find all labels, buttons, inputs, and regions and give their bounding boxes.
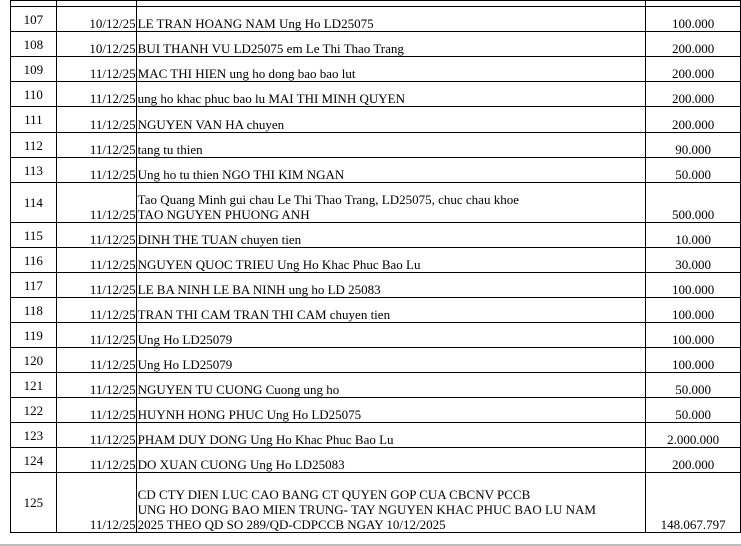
- row-date: 10/12/25: [56, 32, 136, 57]
- row-number: 116: [11, 248, 57, 273]
- row-number: 120: [11, 348, 57, 373]
- row-amount: 10.000: [646, 223, 741, 248]
- row-date: 11/12/25: [56, 298, 136, 323]
- row-date: 10/12/25: [56, 7, 136, 32]
- row-number: 122: [11, 398, 57, 423]
- table-row: [11, 57, 741, 82]
- row-date: 11/12/25: [56, 158, 136, 183]
- row-amount: 500.000: [646, 183, 741, 223]
- row-content: NGUYEN QUOC TRIEU Ung Ho Khac Phuc Bao Lu: [136, 248, 645, 273]
- row-amount: 100.000: [646, 7, 741, 32]
- row-amount: 90.000: [646, 133, 741, 158]
- row-content: DO XUAN CUONG Ung Ho LD25083: [136, 448, 645, 473]
- row-number: 109: [11, 57, 57, 82]
- row-content: Ung ho tu thien NGO THI KIM NGAN: [136, 158, 645, 183]
- row-content: TRAN THI CAM TRAN THI CAM chuyen tien: [136, 298, 645, 323]
- row-number: 115: [11, 223, 57, 248]
- row-number: 121: [11, 373, 57, 398]
- table-row: [11, 373, 741, 398]
- row-date: 11/12/25: [56, 183, 136, 223]
- table-row: [11, 473, 741, 533]
- row-content: NGUYEN VAN HA chuyen: [136, 107, 645, 133]
- row-content: tang tu thien: [136, 133, 645, 158]
- table-row: [11, 398, 741, 423]
- table-row: [11, 133, 741, 158]
- row-amount: 50.000: [646, 158, 741, 183]
- row-amount: 50.000: [646, 398, 741, 423]
- table-row: [11, 107, 741, 133]
- row-content: LE TRAN HOANG NAM Ung Ho LD25075: [136, 7, 645, 32]
- row-content: HUYNH HONG PHUC Ung Ho LD25075: [136, 398, 645, 423]
- row-number: 124: [11, 448, 57, 473]
- row-amount: 200.000: [646, 82, 741, 107]
- table-row: [11, 223, 741, 248]
- row-content: BUI THANH VU LD25075 em Le Thi Thao Trang: [136, 32, 645, 57]
- row-amount: 200.000: [646, 32, 741, 57]
- row-date: 11/12/25: [56, 107, 136, 133]
- row-date: 11/12/25: [56, 223, 136, 248]
- row-number: 107: [11, 7, 57, 32]
- row-amount: 100.000: [646, 273, 741, 298]
- row-content: ung ho khac phuc bao lu MAI THI MINH QUYEN: [136, 82, 645, 107]
- row-content: DINH THE TUAN chuyen tien: [136, 223, 645, 248]
- row-date: 11/12/25: [56, 423, 136, 448]
- donation-table: [10, 0, 741, 533]
- table-row: [11, 32, 741, 57]
- row-amount: 200.000: [646, 448, 741, 473]
- row-number: 123: [11, 423, 57, 448]
- row-content: NGUYEN TU CUONG Cuong ung ho: [136, 373, 645, 398]
- row-number: 125: [11, 473, 57, 533]
- table-row: [11, 323, 741, 348]
- row-amount: 200.000: [646, 57, 741, 82]
- row-content: Ung Ho LD25079: [136, 323, 645, 348]
- row-date: 11/12/25: [56, 248, 136, 273]
- row-number: 113: [11, 158, 57, 183]
- row-content: LE BA NINH LE BA NINH ung ho LD 25083: [136, 273, 645, 298]
- table-row: [11, 348, 741, 373]
- row-number: 118: [11, 298, 57, 323]
- row-amount: 100.000: [646, 348, 741, 373]
- table-row: [11, 248, 741, 273]
- table-row: [11, 158, 741, 183]
- row-date: 11/12/25: [56, 348, 136, 373]
- row-number: 108: [11, 32, 57, 57]
- row-date: 11/12/25: [56, 133, 136, 158]
- row-date: 11/12/25: [56, 273, 136, 298]
- row-date: 11/12/25: [56, 473, 136, 533]
- table-row: [11, 7, 741, 32]
- table-row: [11, 298, 741, 323]
- row-amount: 100.000: [646, 323, 741, 348]
- row-number: 110: [11, 82, 57, 107]
- row-amount: 2.000.000: [646, 423, 741, 448]
- row-date: 11/12/25: [56, 448, 136, 473]
- row-number: 117: [11, 273, 57, 298]
- row-content: CD CTY DIEN LUC CAO BANG CT QUYEN GOP CUA CBCNV PCCB UNG HO DONG BAO MIEN TRUNG- TAY NGUYEN KHAC PHUC BAO LU NAM 2025 THEO QD SO 289/QD-CDPCCB NGAY 10/12/2025: [136, 473, 645, 533]
- row-date: 11/12/25: [56, 373, 136, 398]
- row-number: 111: [11, 107, 57, 133]
- row-amount: 200.000: [646, 107, 741, 133]
- row-amount: 50.000: [646, 373, 741, 398]
- row-number: 119: [11, 323, 57, 348]
- row-date: 11/12/25: [56, 323, 136, 348]
- row-number: 114: [11, 183, 57, 223]
- row-date: 11/12/25: [56, 82, 136, 107]
- row-amount: 30.000: [646, 248, 741, 273]
- row-amount: 148.067.797: [646, 473, 741, 533]
- row-date: 11/12/25: [56, 398, 136, 423]
- table-row: [11, 183, 741, 223]
- row-amount: 100.000: [646, 298, 741, 323]
- table-row: [11, 448, 741, 473]
- row-content: Tao Quang Minh gui chau Le Thi Thao Trang, LD25075, chuc chau khoe TAO NGUYEN PHUONG ANH: [136, 183, 645, 223]
- table-row: [11, 82, 741, 107]
- row-content: MAC THI HIEN ung ho dong bao bao lut: [136, 57, 645, 82]
- row-content: Ung Ho LD25079: [136, 348, 645, 373]
- row-number: 112: [11, 133, 57, 158]
- table-row: [11, 273, 741, 298]
- table-row: [11, 423, 741, 448]
- row-date: 11/12/25: [56, 57, 136, 82]
- row-content: PHAM DUY DONG Ung Ho Khac Phuc Bao Lu: [136, 423, 645, 448]
